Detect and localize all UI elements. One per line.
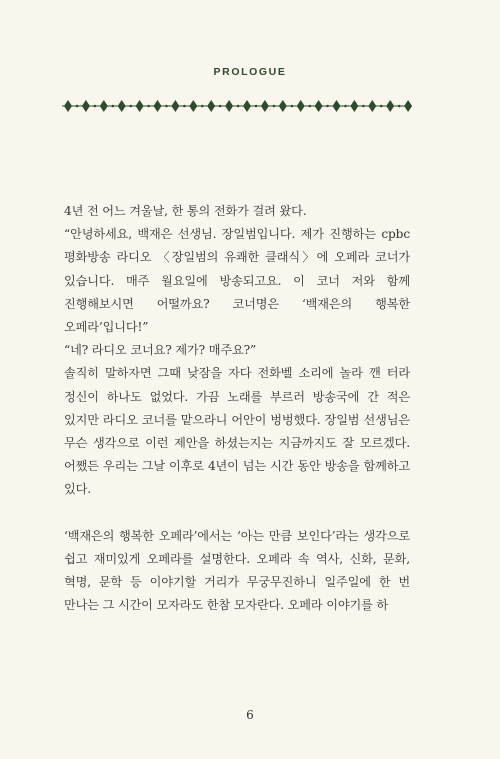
paragraph-4: 솔직히 말하자면 그때 낮잠을 자다 전화벨 소리에 놀라 깬 터라 정신이 하나도 없었다. 가끔 노래를 부르러 방송국에 간 적은 있지만 라디오 코너를 맡으라니 어안이 벙벙했다. 장일범 선생님은 무슨 생각으로 이런 제안을 하셨는지는 지금까지도 잘 모르겠다. 어쨌든 우리는 그날 이후로 4년이 넘는 시간 동안 방송을 함께하고 있다. xyxy=(64,366,410,497)
diamond-icon xyxy=(404,100,412,112)
diamond-icon xyxy=(350,100,358,112)
chapter-title: PROLOGUE xyxy=(213,66,287,78)
dot-icon xyxy=(273,105,276,108)
diamond-icon xyxy=(136,100,144,112)
diamond-icon xyxy=(279,100,287,112)
diamond-icon xyxy=(118,100,126,112)
dot-icon xyxy=(344,105,347,108)
diamond-icon xyxy=(100,100,108,112)
diamond-icon xyxy=(64,100,72,112)
dot-icon xyxy=(147,105,150,108)
page-number: 6 xyxy=(246,708,254,722)
dot-icon xyxy=(219,105,222,108)
dot-icon xyxy=(94,105,97,108)
diamond-icon xyxy=(297,100,305,112)
dot-icon xyxy=(255,105,258,108)
dot-icon xyxy=(129,105,132,108)
diamond-icon xyxy=(368,100,376,112)
dot-icon xyxy=(183,105,186,108)
diamond-icon xyxy=(154,100,162,112)
diamond-icon xyxy=(315,100,323,112)
body-text xyxy=(64,200,410,617)
dot-icon xyxy=(76,105,79,108)
paragraph-5: ‘백재은의 행복한 오페라’에서는 ‘아는 만큼 보인다’라는 생각으로 쉽고 재미있게 오페라를 설명한다. 오페라 속 역사, 신화, 문화, 혁명, 문학 등 이야기할 거리가 무궁무진하니 일주일에 한 번 만나는 그 시간이 모자라도 한참 모자란다. 오페라 이야기를 하 xyxy=(64,528,410,613)
dot-icon xyxy=(380,105,383,108)
paragraph-2: “안녕하세요, 백재은 선생님. 장일범입니다. 제가 진행하는 cpbc 평화방송 라디오 〈장일범의 유쾌한 클래식〉에 오페라 코너가 있습니다. 매주 월요일에 방송되고요. 이 코너 저와 함께 진행해보시면 어떨까요? 코너명은 ‘백재은의 행복한 오페라’입니다!” xyxy=(64,227,410,335)
paragraph-3: “네? 라디오 코너요? 제가? 매주요?” xyxy=(64,343,257,358)
diamond-icon xyxy=(225,100,233,112)
dot-icon xyxy=(112,105,115,108)
diamond-icon xyxy=(333,100,341,112)
dot-icon xyxy=(398,105,401,108)
dot-icon xyxy=(362,105,365,108)
diamond-icon xyxy=(261,100,269,112)
dot-icon xyxy=(291,105,294,108)
dot-icon xyxy=(201,105,204,108)
dot-icon xyxy=(165,105,168,108)
dot-icon xyxy=(326,105,329,108)
diamond-icon xyxy=(386,100,394,112)
ornamental-divider-icon xyxy=(62,98,412,114)
diamond-icon xyxy=(82,100,90,112)
diamond-icon xyxy=(207,100,215,112)
dot-icon xyxy=(237,105,240,108)
dot-icon xyxy=(308,105,311,108)
paragraph-1: 4년 전 어느 겨울날, 한 통의 전화가 걸려 왔다. xyxy=(64,204,307,218)
diamond-icon xyxy=(243,100,251,112)
diamond-icon xyxy=(189,100,197,112)
diamond-icon xyxy=(171,100,179,112)
